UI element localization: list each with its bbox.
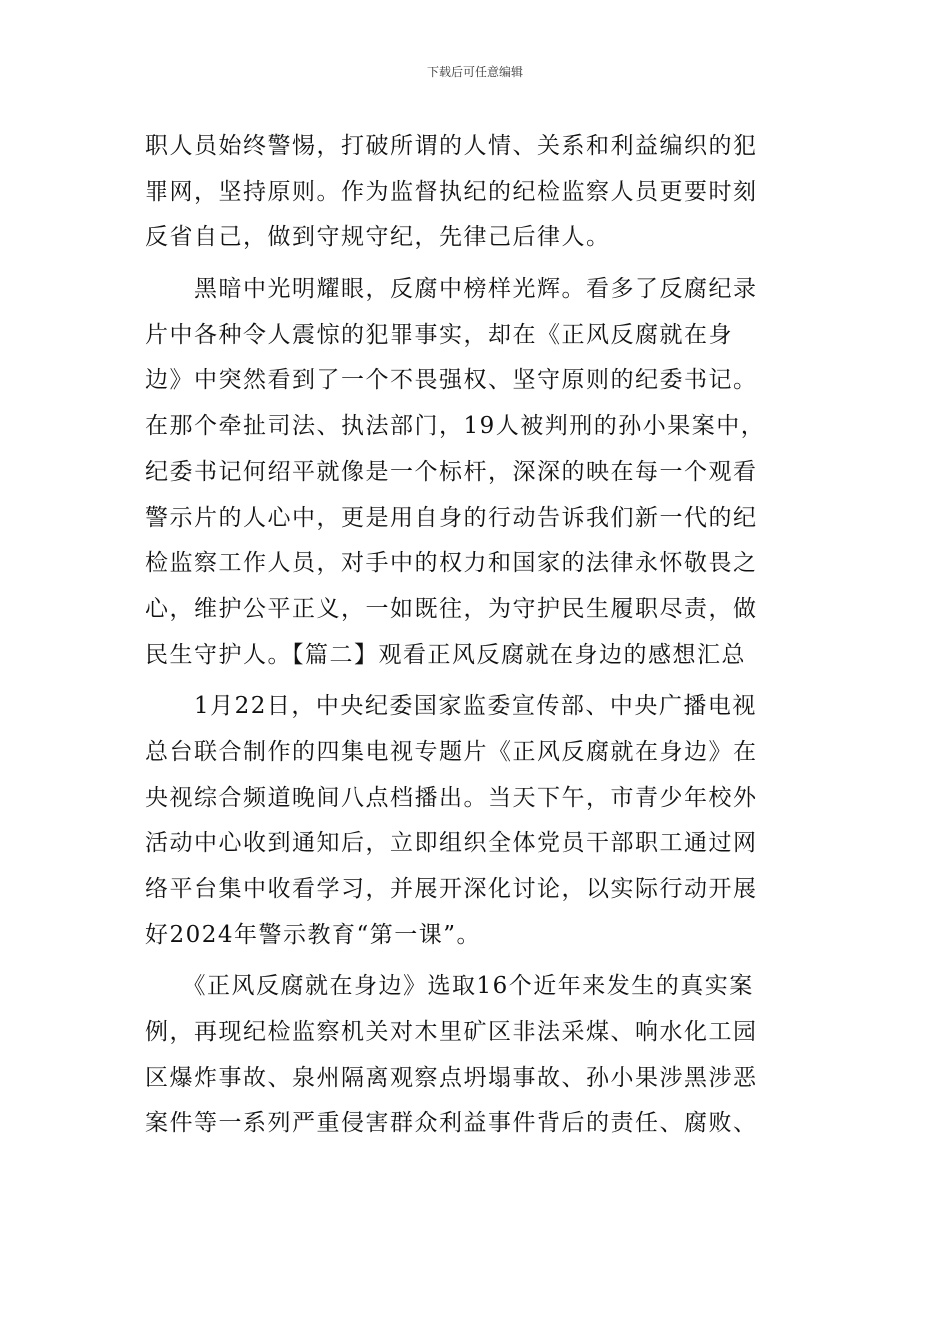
text-line: 在那个牵扯司法、执法部门，19人被判刑的孙小果案中， xyxy=(145,413,766,440)
text-line: 警示片的人心中，更是用自身的行动告诉我们新一代的纪 xyxy=(145,504,758,531)
paragraph-2 xyxy=(145,267,809,678)
text-line: 纪委书记何绍平就像是一个标杆，深深的映在每一个观看 xyxy=(145,458,758,485)
text-line: 例，再现纪检监察机关对木里矿区非法采煤、响水化工园 xyxy=(145,1019,758,1046)
paragraph-4 xyxy=(145,964,809,1147)
text-line: 反省自己，做到守规守纪，先律己后律人。 xyxy=(145,224,611,251)
text-line: 央视综合频道晚间八点档播出。当天下午，市青少年校外 xyxy=(145,784,758,811)
text-line: 活动中心收到通知后，立即组织全体党员干部职工通过网 xyxy=(145,830,758,857)
text-line: 职人员始终警惕，打破所谓的人情、关系和利益编织的犯 xyxy=(145,133,758,159)
text-line: 《正风反腐就在身边》选取16个近年来发生的真实案 xyxy=(145,973,754,1000)
text-line: 民生守护人。【篇二】观看正风反腐就在身边的感想汇总 xyxy=(145,641,746,668)
text-line: 检监察工作人员，对手中的权力和国家的法律永怀敬畏之 xyxy=(145,550,758,577)
text-line: 心，维护公平正义，一如既往，为守护民生履职尽责，做 xyxy=(145,595,758,622)
paragraph-3 xyxy=(145,684,809,958)
text-line: 案件等一系列严重侵害群众利益事件背后的责任、腐败、 xyxy=(145,1110,758,1137)
text-line: 边》中突然看到了一个不畏强权、坚守原则的纪委书记。 xyxy=(145,367,758,394)
document-body xyxy=(145,124,809,1147)
page-header-note: 下载后可任意编辑 xyxy=(426,65,523,79)
text-line: 罪网，坚持原则。作为监督执纪的纪检监察人员更要时刻 xyxy=(145,178,758,205)
text-line: 好2024年警示教育“第一课”。 xyxy=(145,921,482,948)
paragraph-1 xyxy=(145,124,809,261)
text-line: 总台联合制作的四集电视专题片《正风反腐就在身边》在 xyxy=(145,738,758,765)
text-line: 络平台集中收看学习，并展开深化讨论，以实际行动开展 xyxy=(145,876,758,902)
text-line: 1月22日，中央纪委国家监委宣传部、中央广播电视 xyxy=(145,693,757,720)
text-line: 片中各种令人震惊的犯罪事实，却在《正风反腐就在身 xyxy=(145,321,733,348)
text-line: 区爆炸事故、泉州隔离观察点坍塌事故、孙小果涉黑涉恶 xyxy=(145,1064,758,1091)
text-line: 黑暗中光明耀眼，反腐中榜样光辉。看多了反腐纪录 xyxy=(145,276,758,303)
